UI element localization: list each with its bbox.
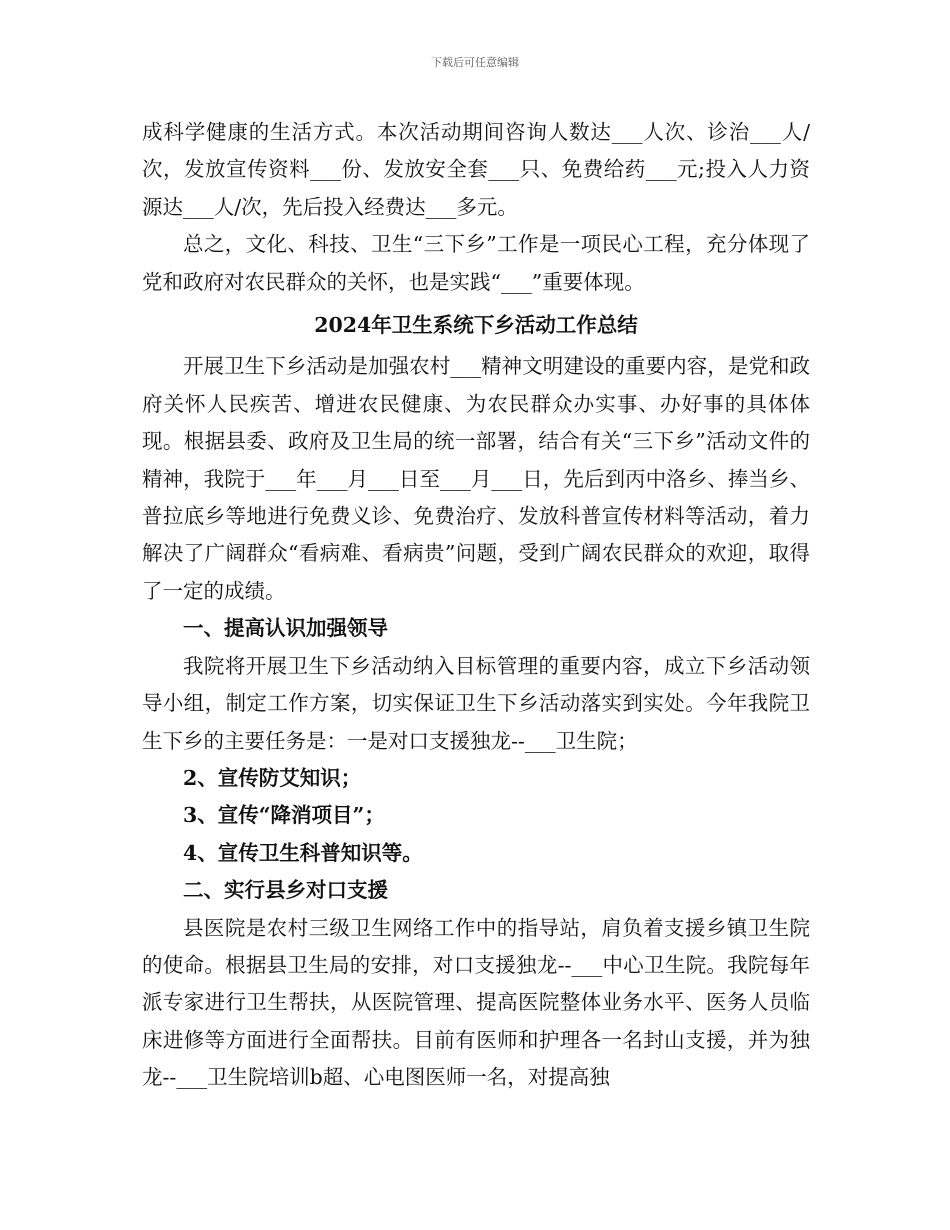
list-item-4: 4、宣传卫生科普知识等。 xyxy=(183,840,423,865)
section-heading-2: 二、实行县乡对口支援 xyxy=(183,878,388,903)
section-heading-1: 一、提高认识加强领导 xyxy=(183,616,388,641)
paragraph-intro: 成科学健康的生活方式。本次活动期间咨询人数达___人次、诊治___人/次，发放宣传资料___份、发放安全套___只、免费给药___元;投入人力资源达___人/次，先后投入经费达___多元。 xyxy=(142,120,810,219)
paragraph-section-1: 我院将开展卫生下乡活动纳入目标管理的重要内容，成立下乡活动领导小组，制定工作方案，切实保证卫生下乡活动落实到实处。今年我院卫生下乡的主要任务是：一是对口支援独龙--___卫生院； xyxy=(142,653,810,753)
paragraph-summary: 总之，文化、科技、卫生“三下乡”工作是一项民心工程，充分体现了党和政府对农民群众的关怀，也是实践“___”重要体现。 xyxy=(142,232,810,294)
paragraph-section-2: 县医院是农村三级卫生网络工作中的指导站，肩负着支援乡镇卫生院的使命。根据县卫生局的安排，对口支援独龙--___中心卫生院。我院每年派专家进行卫生帮扶，从医院管理、提高医院整体业务水平、医务人员临床进修等方面进行全面帮扶。目前有医师和护理各一名封山支援，并为独龙--___卫生院培训b超、心电图医师一名，对提高独 xyxy=(142,915,810,1090)
page-header-note: 下载后可任意编辑 xyxy=(431,56,519,69)
document-body xyxy=(142,114,810,1097)
list-item-2: 2、宣传防艾知识； xyxy=(183,765,362,790)
list-item-3: 3、宣传“降消项目”； xyxy=(183,803,385,828)
document-title: 2024年卫生系统下乡活动工作总结 xyxy=(314,313,638,338)
paragraph-opening: 开展卫生下乡活动是加强农村___精神文明建设的重要内容，是党和政府关怀人民疾苦、增进农民健康、为农民群众办实事、办好事的具体体现。根据县委、政府及卫生局的统一部署，结合有关“三下乡”活动文件的精神，我院于___年___月___日至___月___日，先后到丙中洛乡、捧当乡、普拉底乡等地进行免费义诊、免费治疗、发放科普宣传材料等活动，着力解决了广阔群众“看病难、看病贵”问题，受到广阔农民群众的欢迎，取得了一定的成绩。 xyxy=(142,354,810,603)
